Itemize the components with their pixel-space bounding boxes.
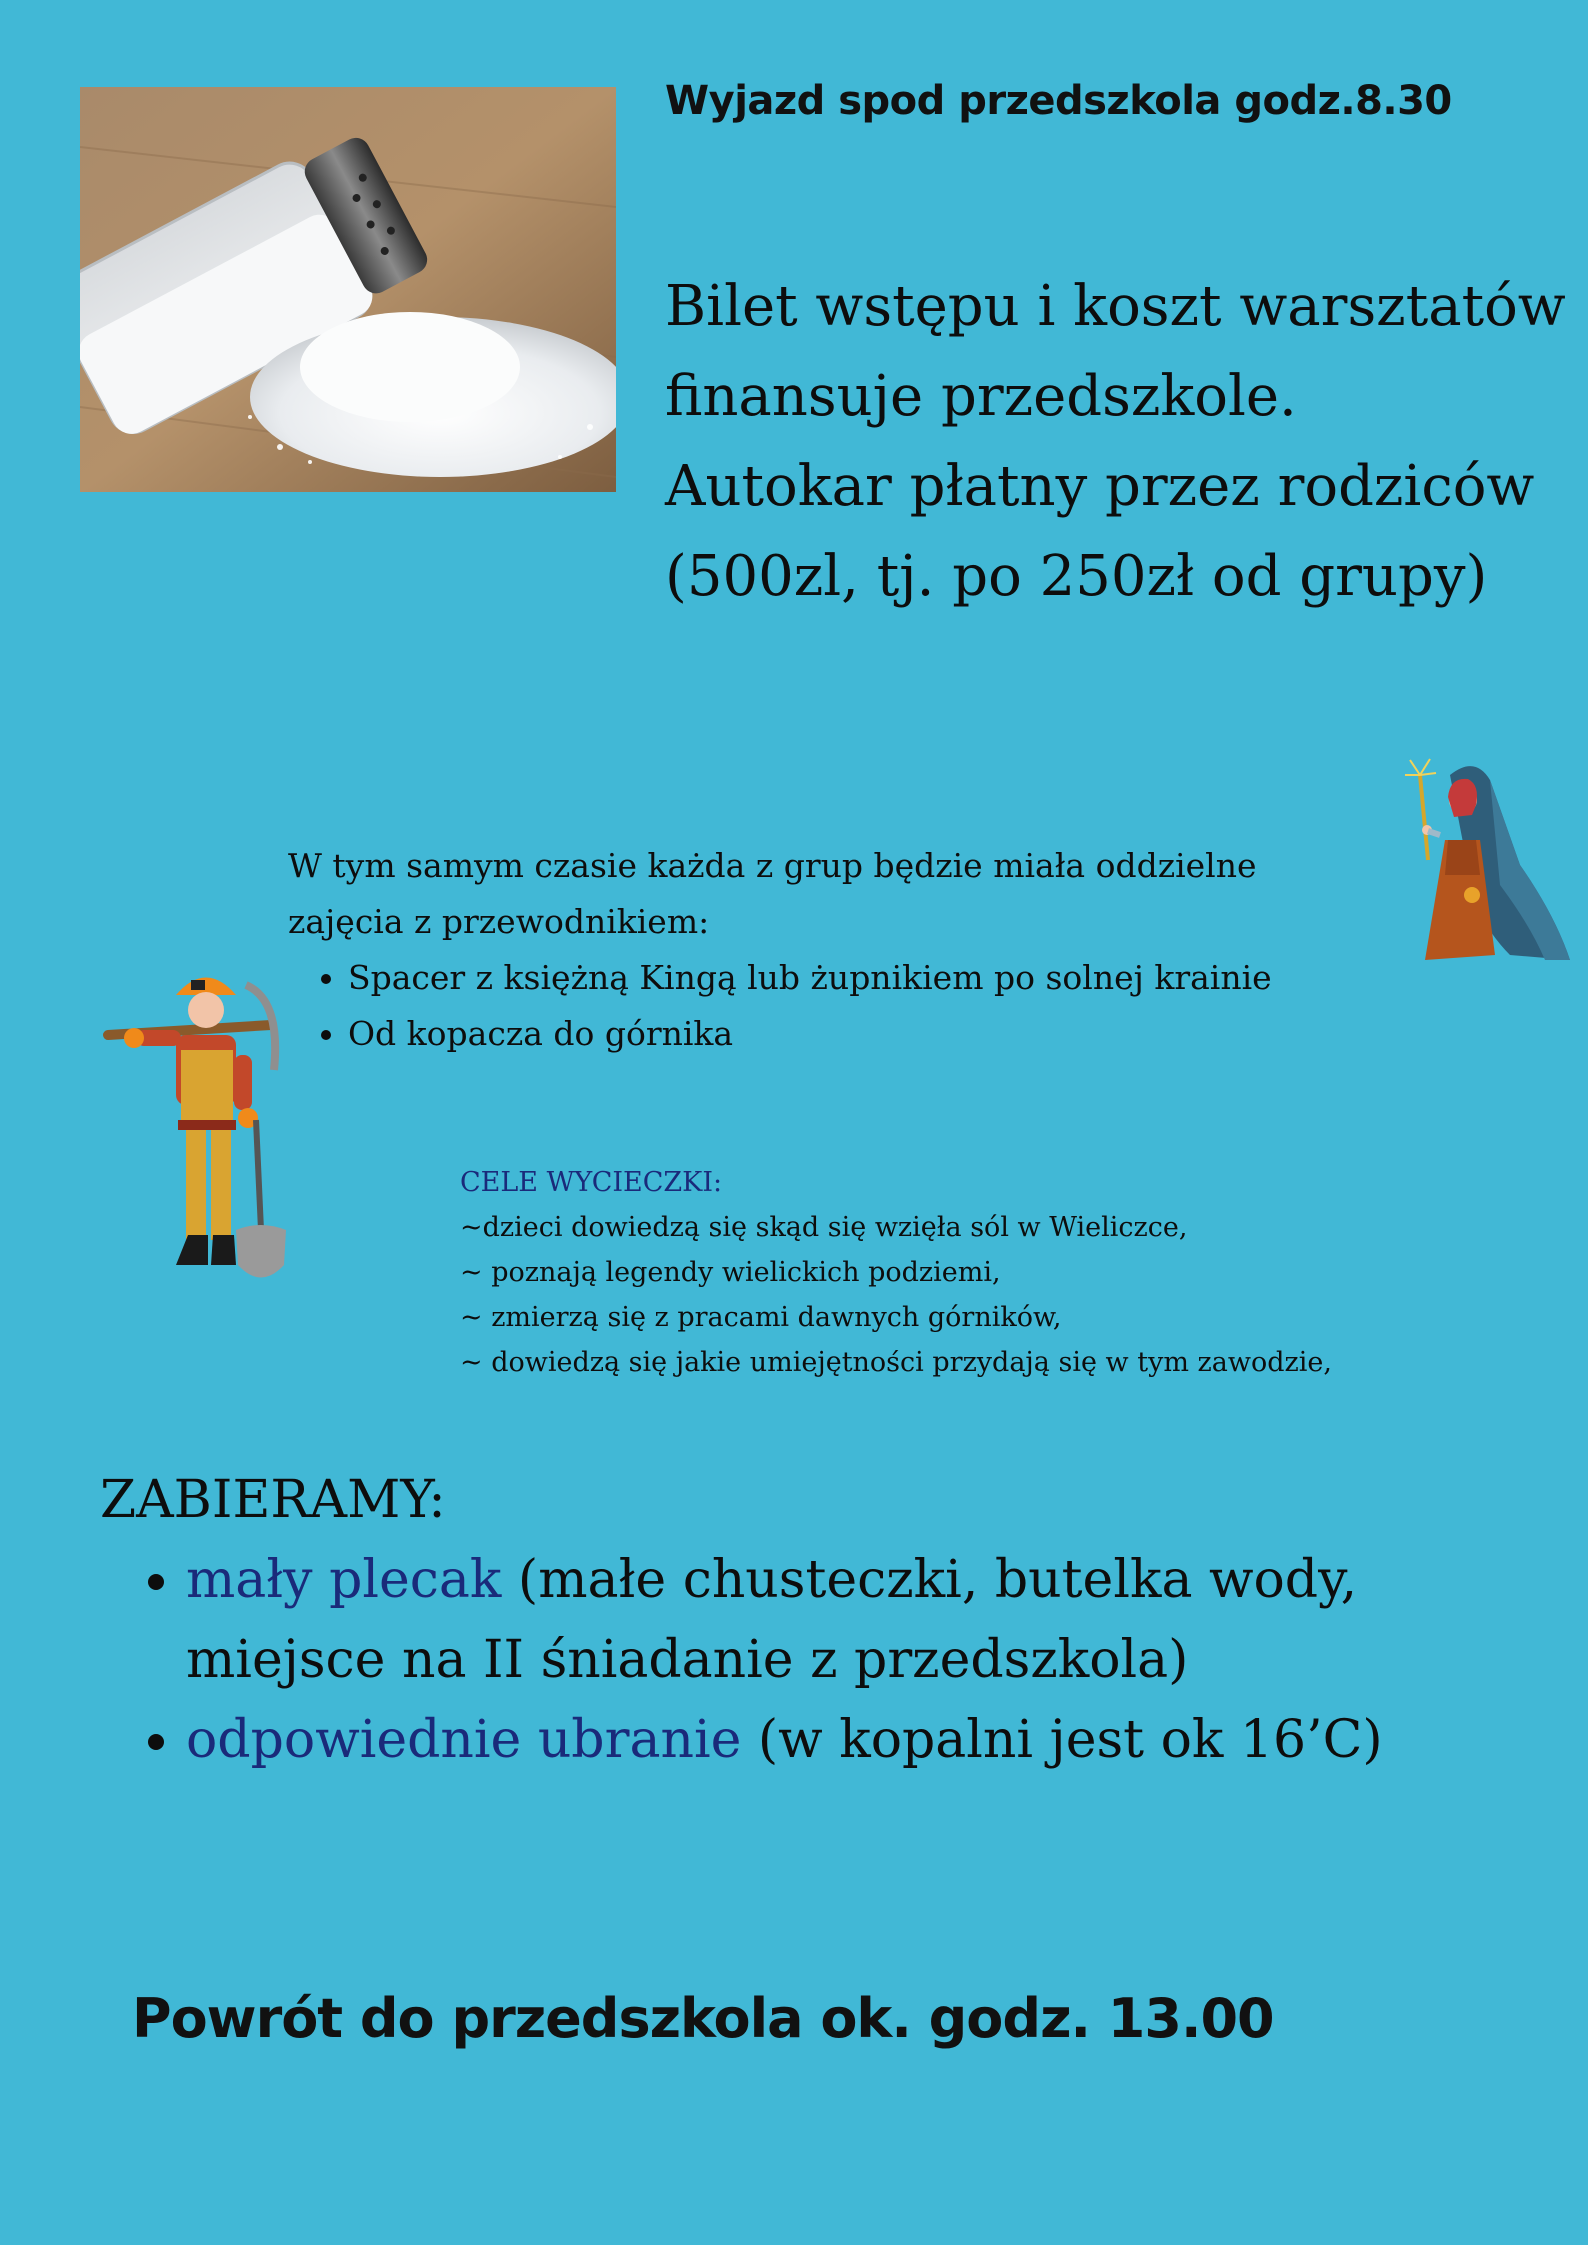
miner-illustration xyxy=(96,960,296,1290)
bring-title: ZABIERAMY: xyxy=(100,1470,446,1530)
departure-time: Wyjazd spod przedszkola godz.8.30 xyxy=(665,78,1452,124)
bring-highlight: odpowiednie ubranie xyxy=(186,1710,742,1770)
cost-line: Autokar płatny przez rodziców xyxy=(665,454,1535,519)
cost-line: (500zl, tj. po 250zł od grupy) xyxy=(665,544,1488,609)
bring-detail-cont: miejsce na II śniadanie z przedszkola) xyxy=(186,1630,1189,1690)
return-time: Powrót do przedszkola ok. godz. 13.00 xyxy=(132,1987,1274,2050)
cost-line: Bilet wstępu i koszt warsztatów xyxy=(665,274,1566,339)
what-to-bring xyxy=(100,1460,1550,1780)
salt-shaker-photo xyxy=(80,87,616,492)
list-item xyxy=(186,1700,1550,1780)
groups-intro-cont: zajęcia z przewodnikiem: xyxy=(288,902,710,941)
list-item: • Od kopacza do górnika xyxy=(348,1006,1368,1062)
goal-item: ~ zmierzą się z pracami dawnych górników, xyxy=(460,1302,1062,1333)
goal-item: ~ dowiedzą się jakie umiejętności przydają się w tym zawodzie, xyxy=(460,1347,1332,1378)
bring-highlight: mały plecak xyxy=(186,1550,502,1610)
activity-list xyxy=(288,950,1368,1062)
cost-info xyxy=(665,262,1565,622)
guide-activities xyxy=(288,838,1368,1062)
goals-title: CELE WYCIECZKI: xyxy=(460,1167,723,1198)
bring-detail: (w kopalni jest ok 16’C) xyxy=(741,1710,1383,1770)
bring-detail: (małe chusteczki, butelka wody, xyxy=(501,1550,1358,1610)
goal-item: ~dzieci dowiedzą się skąd się wzięła sól w Wieliczce, xyxy=(460,1212,1188,1243)
cost-line: finansuje przedszkole. xyxy=(665,364,1297,429)
groups-intro: W tym samym czasie każda z grup będzie miała oddzielne xyxy=(288,846,1257,885)
list-item: • Spacer z księżną Kingą lub żupnikiem po solnej krainie xyxy=(348,950,1368,1006)
goal-item: ~ poznają legendy wielickich podziemi, xyxy=(460,1257,1001,1288)
queen-kinga-illustration xyxy=(1380,755,1575,970)
trip-goals xyxy=(460,1160,1420,1385)
list-item xyxy=(186,1540,1550,1700)
bring-list xyxy=(100,1540,1550,1780)
